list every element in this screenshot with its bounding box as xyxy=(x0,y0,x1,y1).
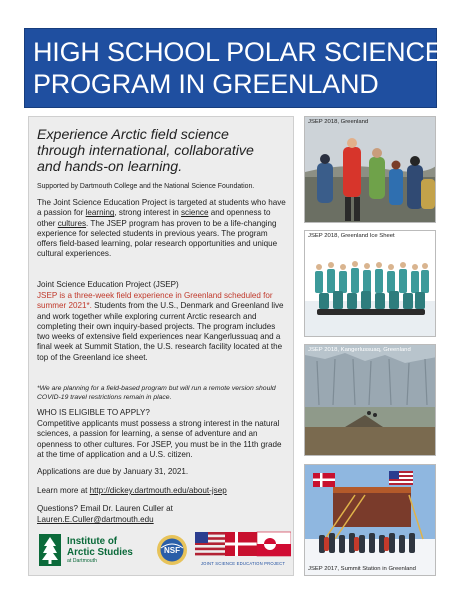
program-paragraph xyxy=(37,291,289,363)
jsep-logo-caption: JOINT SCIENCE EDUCATION PROJECT xyxy=(200,561,286,566)
ias-name-line-3: at Dartmouth xyxy=(67,557,97,564)
tagline-line-2: through international, collaborative xyxy=(37,143,254,159)
intro-underline-cultures: cultures xyxy=(57,218,87,228)
intro-paragraph xyxy=(37,198,289,260)
tagline-line-3: and hands-on learning. xyxy=(37,159,183,175)
institute-arctic-studies-logo xyxy=(39,533,149,567)
photo-4-caption: JSEP 2017, Summit Station in Greenland xyxy=(308,566,416,572)
intro-text-3: and openness to other xyxy=(37,208,271,228)
photo-1-caption: JSEP 2018, Greenland xyxy=(308,119,369,125)
photo-greenland-ice-sheet xyxy=(304,230,436,337)
title-line-1: HIGH SCHOOL POLAR SCIENCE xyxy=(33,37,443,67)
eligibility-paragraph: Competitive applicants must possess a strong interest in the natural sciences, a passion for learning, a sense of adventure and an openness to other cultures. For JSEP, you must be in the 11th grade at the time of application and a U.S. citizen. xyxy=(37,419,282,459)
intro-text-2: , strong interest in xyxy=(114,208,181,218)
program-heading: Joint Science Education Project (JSEP) xyxy=(37,280,179,289)
covid-note: *We are planning for a field-based program but will run a remote version should COVID-19 travel restrictions remain in place. xyxy=(37,385,276,401)
ias-name-line-2: Arctic Studies xyxy=(67,546,133,558)
questions-line: Questions? Email Dr. Lauren Culler at xyxy=(37,504,173,513)
intro-underline-science: science xyxy=(181,208,209,218)
photo-glacier-image xyxy=(305,345,436,456)
ias-name-line-1: Institute of xyxy=(67,535,118,547)
pine-tree-icon xyxy=(39,534,61,566)
title-banner xyxy=(24,28,443,108)
contact-email-link[interactable]: Lauren.E.Culler@dartmouth.edu xyxy=(37,515,154,524)
support-statement: Supported by Dartmouth College and the National Science Foundation. xyxy=(37,183,255,190)
intro-text-4: . The JSEP program has proven to be a life-changing experience for selected students in previous years. The program offers field-based learning, polar research opportunities and unique cultural experiences. xyxy=(37,218,278,259)
tagline-line-1: Experience Arctic field science xyxy=(37,127,229,143)
program-dates-highlight: JSEP is a three-week field experience in Greenland scheduled for summer 2021*. xyxy=(37,291,273,311)
photo-greenland-field xyxy=(304,116,436,223)
photo-3-caption: JSEP 2018, Kangerlussuaq, Greenland xyxy=(308,347,411,353)
tagline xyxy=(37,127,254,175)
photo-kangerlussuaq xyxy=(304,344,436,456)
learn-more-link[interactable]: http://dickey.dartmouth.edu/about-jsep xyxy=(89,486,227,495)
photo-2-caption: JSEP 2018, Greenland Ice Sheet xyxy=(308,233,395,239)
intro-underline-learning: learning xyxy=(85,208,115,218)
info-panel xyxy=(28,116,294,576)
photo-field-image xyxy=(305,117,436,223)
eligibility-heading: WHO IS ELIGIBLE TO APPLY? xyxy=(37,408,150,417)
learn-more-prefix: Learn more at xyxy=(37,486,90,495)
photo-summit-station xyxy=(304,464,436,576)
learn-more xyxy=(37,486,227,495)
nsf-logo xyxy=(156,534,188,566)
photo-ice-sheet-image xyxy=(305,231,436,337)
program-body: Students from the U.S., Denmark and Greenland live and work together while exploring current Arctic research and completing their own inquiry-based projects. The program includes two weeks of extensive field experiences near Kangerlussuaq and a final week at Summit Station, the U.S. research facility located at the top of the Greenland ice sheet. xyxy=(37,301,284,362)
application-deadline: Applications are due by January 31, 2021. xyxy=(37,467,189,476)
nsf-logo-text: NSF xyxy=(164,546,180,555)
photo-summit-image xyxy=(305,465,436,576)
intro-text-1: The Joint Science Education Project is targeted at students who have a passion for xyxy=(37,198,286,218)
title-line-2: PROGRAM IN GREENLAND xyxy=(33,69,379,99)
